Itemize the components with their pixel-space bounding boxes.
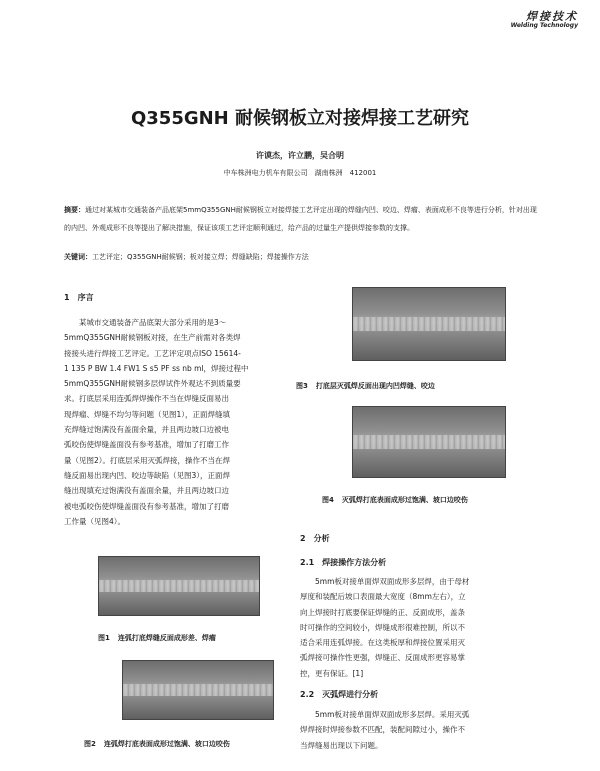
section1-line: 现焊瘤、焊缝不均匀等问题（见图1），正面焊缝填 — [64, 409, 231, 419]
figure1-photo — [98, 556, 260, 616]
figure3-text: 打底层灭弧焊反面出现内凹焊缝、咬边 — [315, 382, 435, 390]
section2-1-line: 控，更有保证。[1] — [300, 668, 364, 678]
section2-2-line: 当焊缝易出现以下问题。 — [300, 740, 383, 750]
section1-line: 被电弧咬伤使焊缝盖面没有参考基准，增加了打磨 — [64, 501, 229, 511]
figure4-number: 图4 — [322, 496, 334, 504]
section1-line: 1 135 P BW 1.4 FW1 S s5 PF ss nb ml，焊接过程中 — [64, 363, 249, 373]
journal-name-en: Welding Technology — [510, 22, 578, 29]
figure3-caption — [296, 381, 435, 391]
figure2-number: 图2 — [84, 740, 96, 748]
section1-line: 弧咬伤使焊缝盖面没有参考基准，增加了打磨工作 — [64, 440, 229, 450]
figure2-photo — [122, 660, 274, 720]
section1-line: 求。打底层采用连弧焊焊操作不当在焊缝反面易出 — [64, 394, 229, 404]
section1-line: 某城市交通装备产品底架大部分采用的是3～ — [79, 318, 227, 327]
section1-line: 工作量（见图4）。 — [64, 516, 126, 526]
affiliation: 中车株洲电力机车有限公司 湖南株洲 412001 — [223, 169, 377, 177]
section2-1-line: 向上焊接时打底要保证焊缝的正、反面成形，盖条 — [300, 607, 465, 617]
section1-line: 5mmQ355GNH耐候钢板对接，在生产前需对各类焊 — [64, 333, 241, 343]
keywords-label: 关键词： — [64, 253, 92, 261]
section1-heading: 1 序言 — [64, 293, 94, 302]
section1-body — [64, 315, 286, 529]
authors: 许谟杰，许立鹏，吴合明 — [256, 151, 344, 160]
section2-1-body — [300, 574, 532, 681]
figure4-photo — [352, 406, 506, 478]
section1-line: 接接头进行焊接工艺评定。工艺评定项点ISO 15614- — [64, 348, 241, 358]
section1-line: 缝反面易出现内凹、咬边等缺陷（见图3），正面焊 — [64, 470, 231, 480]
section2-1-line: 时可操作的空间较小，焊缝成形很难控制，所以不 — [300, 622, 465, 632]
section2-1-line: 5mm板对接单面焊双面成形多层焊，由于母材 — [315, 577, 470, 586]
section2-1-line: 厚度和装配后坡口表面最大宽度（8mm左右），立 — [300, 592, 466, 602]
section1-line: 缝出现填充过饱满没有盖面余量，并且两边坡口边 — [64, 486, 229, 496]
keywords-text: 工艺评定；Q355GNH耐候钢；板对接立焊；焊缝缺陷；焊接操作方法 — [92, 253, 309, 261]
figure1-text: 连弧打底焊缝反面成形差、焊瘤 — [117, 634, 216, 642]
figure1-number: 图1 — [98, 634, 110, 642]
section2-heading: 2 分析 — [300, 534, 330, 543]
figure2-text: 连弧焊打底表面成形过饱满、坡口边咬伤 — [103, 740, 230, 748]
keywords — [64, 249, 542, 265]
section1-line: 量（见图2）。打底层采用灭弧焊接，操作不当在焊 — [64, 455, 231, 465]
section2-1-line: 弧焊接可操作性更强，焊缝正、反面成形更容易掌 — [300, 653, 465, 663]
section1-line: 充焊缝过饱满没有盖面余量，并且两边坡口边被电 — [64, 425, 229, 435]
figure2-caption — [84, 739, 230, 749]
figure3-photo — [352, 287, 506, 361]
journal-name-cn: 焊接技术 — [526, 10, 578, 23]
section2-1-line: 适合采用连弧焊接。在这类板厚和焊接位置采用灭 — [300, 638, 465, 648]
paper-title: Q355GNH 耐候钢板立对接焊接工艺研究 — [130, 108, 470, 129]
figure4-text: 灭弧焊打底表面成形过饱满、坡口边咬伤 — [341, 496, 468, 504]
section2-2-heading: 2.2 灭弧焊进行分析 — [300, 690, 379, 699]
section2-2-line: 焊焊接时焊接参数不匹配，装配间隙过小，操作不 — [300, 725, 465, 735]
section1-line: 5mmQ355GNH耐候钢多层焊试件外观达不到质量要 — [64, 379, 241, 389]
figure4-caption — [322, 495, 468, 505]
abstract-text: 通过对某城市交通装备产品底架5mmQ355GNH耐候钢板立对接焊接工艺评定出现的焊缝内凹、咬边、焊瘤、表面成形不良等进行分析，针对出现的内凹、外观成形不良等提出了解决措施，保证该项工艺评定顺利通过，给产品的过量生产提供焊接参数的支撑。 — [64, 206, 537, 232]
section2-2-body — [300, 707, 532, 753]
abstract-label: 摘要： — [64, 206, 85, 214]
section2-1-heading: 2.1 焊接操作方法分析 — [300, 558, 387, 567]
figure3-number: 图3 — [296, 382, 308, 390]
figure1-caption — [98, 633, 216, 643]
abstract — [64, 201, 542, 237]
section2-2-line: 5mm板对接单面焊双面成形多层焊。采用灭弧 — [315, 710, 470, 719]
